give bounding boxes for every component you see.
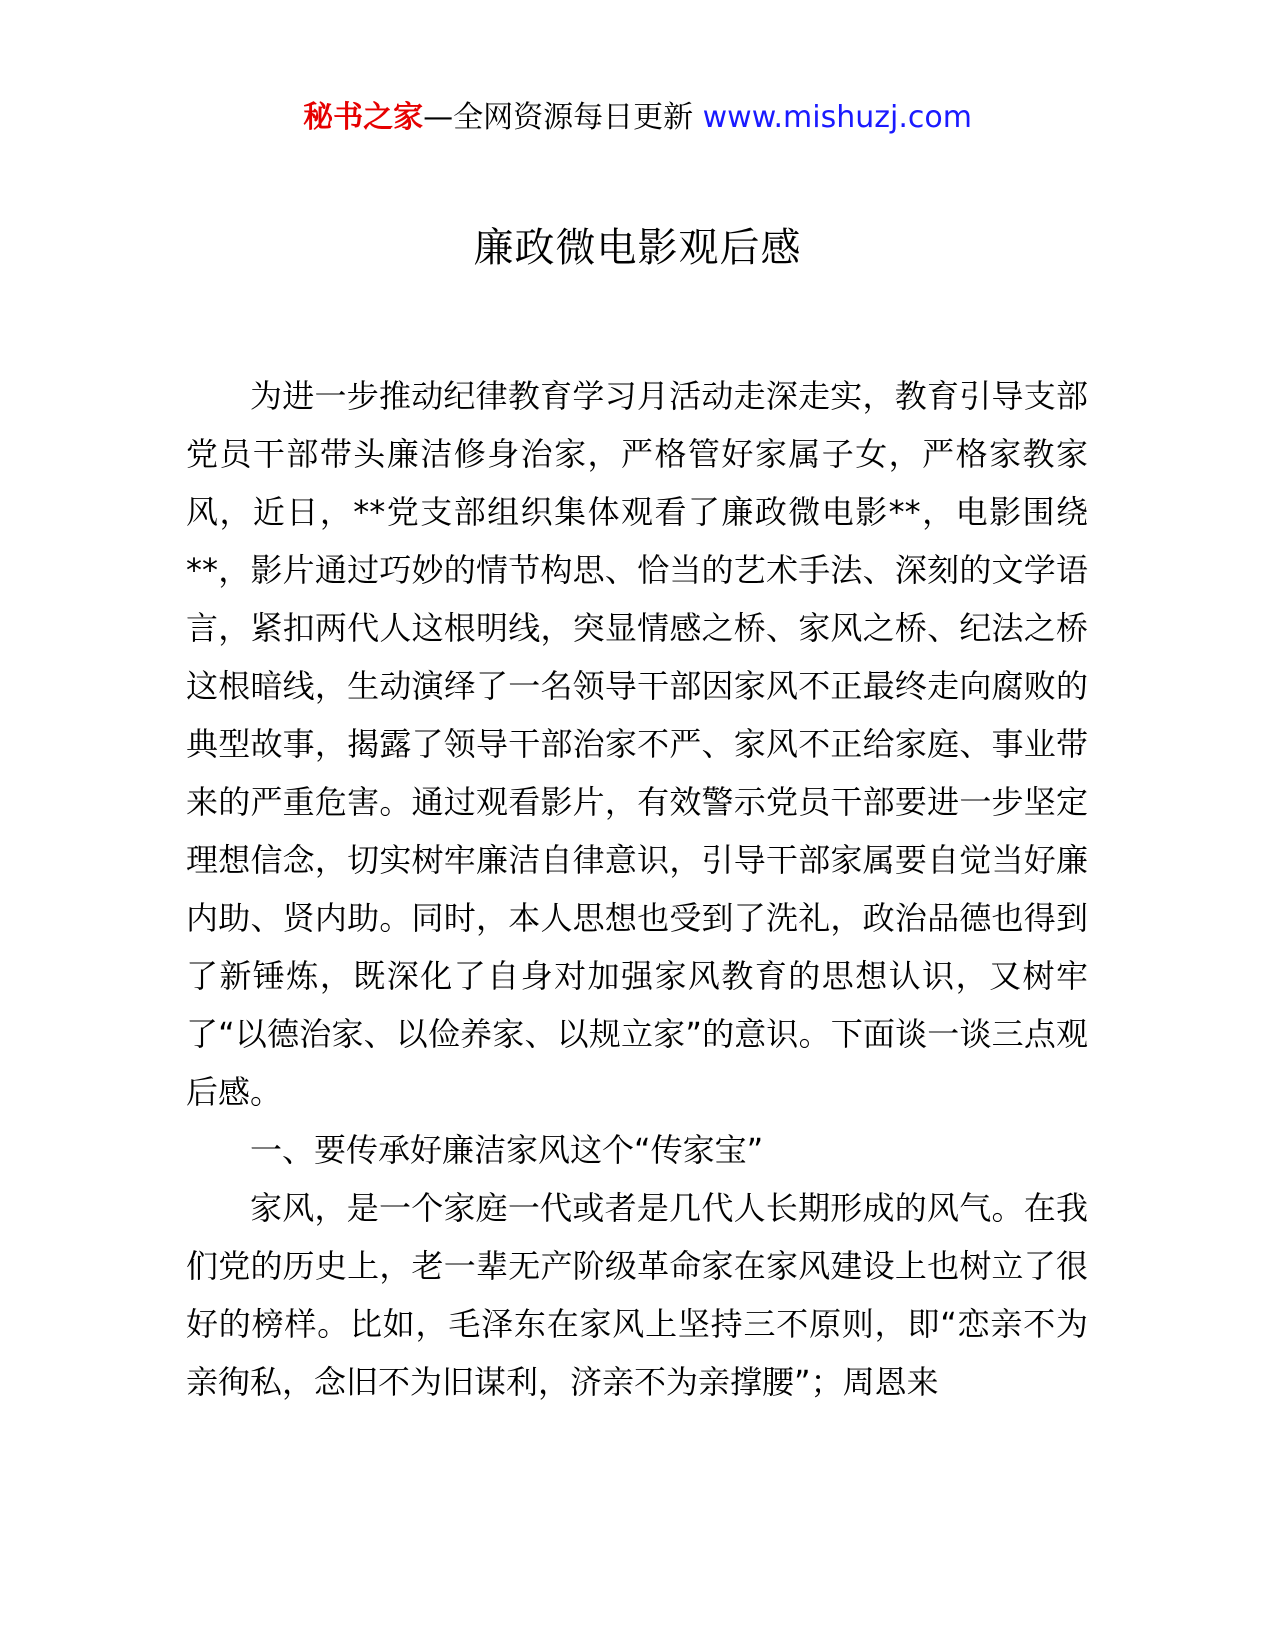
site-brand: 秘书之家 (303, 100, 424, 135)
document-title: 廉政微电影观后感 (473, 225, 802, 271)
section-1-paragraph: 家风，是一个家庭一代或者是几代人长期形成的风气。在我们党的历史上，老一辈无产阶级革命家在家风建设上也树立了很好的榜样。比如，毛泽东在家风上坚持三不原则，即“恋亲不为亲徇私，念旧不为旧谋利，济亲不为亲撑腰”；周恩来 (186, 1189, 1088, 1401)
document-body (186, 367, 1088, 1411)
site-url-link[interactable]: www.mishuzj.com (702, 100, 972, 135)
site-tagline: —全网资源每日更新 (423, 100, 703, 135)
intro-paragraph: 为进一步推动纪律教育学习月活动走深走实，教育引导支部党员干部带头廉洁修身治家，严格管好家属子女，严格家教家风，近日，**党支部组织集体观看了廉政微电影**，电影围绕**，影片通过巧妙的情节构思、恰当的艺术手法、深刻的文学语言，紧扣两代人这根明线，突显情感之桥、家风之桥、纪法之桥这根暗线，生动演绎了一名领导干部因家风不正最终走向腐败的典型故事，揭露了领导干部治家不严、家风不正给家庭、事业带来的严重危害。通过观看影片，有效警示党员干部要进一步坚定理想信念，切实树牢廉洁自律意识，引导干部家属要自觉当好廉内助、贤内助。同时，本人思想也受到了洗礼，政治品德也得到了新锤炼，既深化了自身对加强家风教育的思想认识，又树牢了“以德治家、以俭养家、以规立家”的意识。下面谈一谈三点观后感。 (186, 377, 1088, 1111)
site-header (0, 96, 1275, 140)
section-heading-1: 一、要传承好廉洁家风这个“传家宝” (250, 1131, 764, 1169)
